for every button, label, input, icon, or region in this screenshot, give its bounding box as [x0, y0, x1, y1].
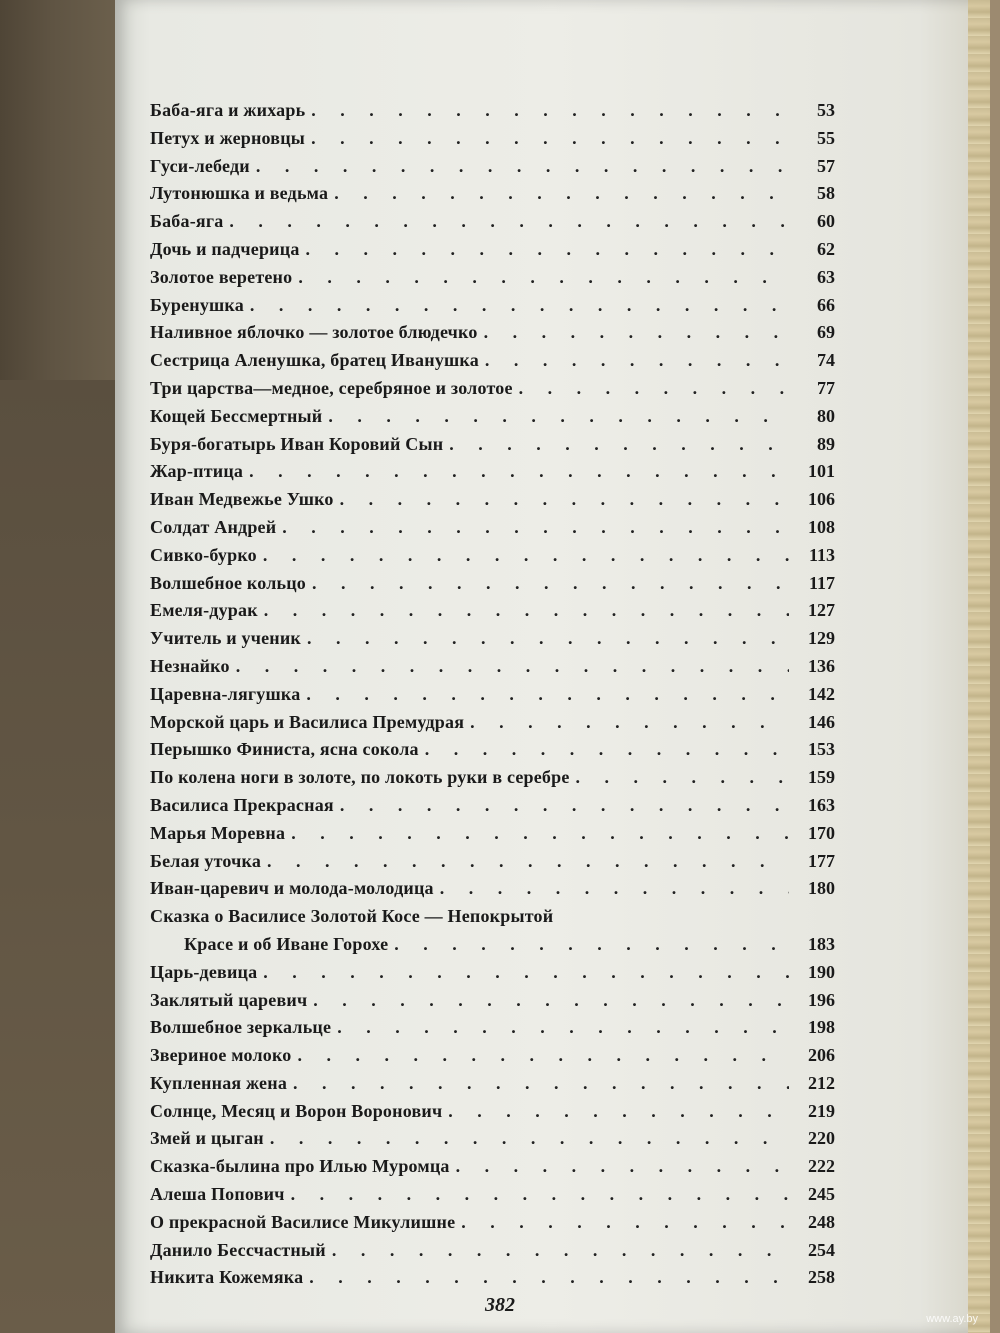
toc-entry-page: 245: [808, 1184, 835, 1205]
toc-entry-page: 57: [817, 155, 835, 176]
toc-entry: [150, 1181, 835, 1209]
toc-dot-leader: [340, 792, 789, 820]
toc-entry-page: 220: [808, 1128, 835, 1149]
toc-entry-title: Солдат Андрей: [150, 516, 277, 537]
toc-dot-leader: [337, 1014, 789, 1042]
toc-dot-leader: [267, 848, 789, 876]
toc-entry: [150, 1237, 835, 1265]
toc-entry-title: Баба-яга и жихарь: [150, 100, 306, 120]
toc-entry: [150, 1264, 835, 1292]
toc-entry: [150, 764, 835, 792]
toc-entry-title: Буренушка: [150, 294, 244, 315]
toc-entry: [150, 736, 835, 764]
toc-dot-leader: [236, 653, 789, 681]
toc-entry: [150, 347, 835, 375]
toc-entry-page: 106: [808, 489, 835, 510]
toc-entry-page: 206: [808, 1045, 835, 1066]
toc-entry-title: Данило Бессчастный: [150, 1239, 326, 1260]
toc-entry: [150, 264, 835, 292]
toc-entry: [150, 653, 835, 681]
toc-entry: [150, 514, 835, 542]
toc-entry-page: 113: [808, 544, 835, 565]
toc-dot-leader: [263, 542, 789, 570]
toc-dot-leader: [298, 264, 789, 292]
toc-entry-title: Золотое веретено: [150, 266, 293, 287]
toc-entry-page: 108: [808, 516, 835, 537]
toc-entry-title: Красе и об Иване Горохе: [184, 933, 389, 954]
toc-entry-page: 248: [808, 1211, 835, 1232]
toc-entry: [150, 1070, 835, 1098]
toc-entry-page: 74: [817, 350, 835, 371]
toc-dot-leader: [256, 153, 789, 181]
toc-dot-leader: [576, 764, 789, 792]
toc-dot-leader: [332, 1237, 789, 1265]
toc-entry-page: 89: [817, 433, 835, 454]
toc-entry-title: По колена ноги в золоте, по локоть руки в серебре: [150, 767, 570, 788]
toc-entry-title: Алеша Попович: [150, 1184, 285, 1205]
toc-entry: [150, 625, 835, 653]
toc-entry-page: 159: [808, 767, 835, 788]
toc-entry-title: Царь-девица: [150, 961, 258, 982]
toc-entry-page: 170: [808, 822, 835, 843]
toc-dot-leader: [461, 1209, 789, 1237]
table-of-contents: [150, 97, 835, 1292]
toc-entry: [150, 97, 835, 125]
toc-entry-page: 146: [808, 711, 835, 732]
toc-entry-title: Волшебное зеркальце: [150, 1017, 332, 1038]
book-cover-edge: [0, 380, 120, 1333]
toc-dot-leader: [311, 125, 789, 153]
toc-entry-page: 62: [817, 238, 835, 259]
toc-dot-leader: [425, 736, 789, 764]
toc-entry: [150, 1098, 835, 1126]
toc-entry: [150, 1014, 835, 1042]
page-number: 382: [485, 1294, 515, 1316]
toc-entry-page: 58: [817, 183, 835, 204]
toc-entry-title: Незнайко: [150, 655, 230, 676]
page-edges: [968, 0, 990, 1333]
toc-entry-title: Дочь и падчерица: [150, 238, 300, 259]
toc-entry-title: Гуси-лебеди: [150, 155, 250, 176]
toc-entry-page: 136: [808, 655, 835, 676]
toc-entry-title: Три царства—медное, серебряное и золотое: [150, 377, 513, 398]
toc-entry: [150, 1125, 835, 1153]
toc-dot-leader: [250, 292, 789, 320]
toc-entry-page: 69: [817, 322, 835, 343]
toc-entry: [150, 987, 835, 1015]
toc-entry: [150, 375, 835, 403]
toc-entry-title: Марья Моревна: [150, 822, 286, 843]
toc-entry: [150, 153, 835, 181]
toc-entry-title: Василиса Прекрасная: [150, 794, 334, 815]
toc-dot-leader: [297, 1042, 789, 1070]
toc-entry: [150, 848, 835, 876]
toc-entry-title: Белая уточка: [150, 850, 262, 871]
toc-entry-title: О прекрасной Василисе Микулишне: [150, 1211, 456, 1232]
toc-dot-leader: [307, 625, 789, 653]
toc-entry-title: Лутонюшка и ведьма: [150, 183, 329, 204]
toc-entry-title: Учитель и ученик: [150, 628, 302, 649]
toc-dot-leader: [340, 486, 789, 514]
toc-entry-page: 77: [817, 377, 835, 398]
toc-dot-leader: [456, 1153, 789, 1181]
toc-entry-title: Заклятый царевич: [150, 989, 308, 1010]
watermark: www.ay.by: [926, 1313, 978, 1325]
toc-entry-page: 55: [817, 127, 835, 148]
toc-dot-leader: [394, 931, 789, 959]
toc-dot-leader: [448, 1098, 789, 1126]
toc-dot-leader: [263, 959, 789, 987]
toc-dot-leader: [328, 403, 789, 431]
toc-entry: [150, 792, 835, 820]
toc-dot-leader: [306, 681, 789, 709]
toc-entry-title: Жар-птица: [150, 461, 244, 482]
toc-dot-leader: [485, 347, 789, 375]
toc-entry-title: Наливное яблочко — золотое блюдечко: [150, 322, 478, 343]
toc-entry-page: 219: [808, 1100, 835, 1121]
toc-entry-title: Буря-богатырь Иван Коровий Сын: [150, 433, 444, 454]
toc-entry-title: Морской царь и Василиса Премудрая: [150, 711, 465, 732]
toc-entry-page: 80: [817, 405, 835, 426]
toc-entry-page: 117: [808, 572, 835, 593]
toc-entry-page: 129: [808, 628, 835, 649]
toc-entry-title: Емеля-дурак: [150, 600, 258, 621]
toc-entry-title: Купленная жена: [150, 1072, 288, 1093]
toc-entry-page: 63: [817, 266, 835, 287]
toc-entry: [150, 236, 835, 264]
toc-entry-title: Баба-яга: [150, 211, 224, 232]
toc-entry: [150, 208, 835, 236]
toc-entry-title: Петух и жерновцы: [150, 127, 306, 148]
toc-dot-leader: [270, 1125, 789, 1153]
toc-dot-leader: [264, 597, 789, 625]
toc-dot-leader: [291, 820, 789, 848]
toc-entry-page: 183: [808, 933, 835, 954]
toc-entry: [150, 931, 835, 959]
toc-entry: [150, 681, 835, 709]
toc-entry-title: Змей и цыган: [150, 1128, 264, 1149]
toc-entry: [150, 319, 835, 347]
toc-entry: [150, 403, 835, 431]
toc-dot-leader: [449, 431, 789, 459]
toc-entry: [150, 125, 835, 153]
toc-entry-page: 198: [808, 1017, 835, 1038]
toc-entry-title: Звериное молоко: [150, 1045, 292, 1066]
toc-entry: [150, 570, 835, 598]
toc-dot-leader: [249, 458, 789, 486]
toc-entry-page: 222: [808, 1156, 835, 1177]
toc-entry-title: Сказка-былина про Илью Муромца: [150, 1156, 450, 1177]
toc-entry-title: Никита Кожемяка: [150, 1267, 304, 1288]
toc-entry: [150, 431, 835, 459]
toc-entry: [150, 1153, 835, 1181]
toc-entry-title: Царевна-лягушка: [150, 683, 301, 704]
toc-entry-title: Сестрица Аленушка, братец Иванушка: [150, 350, 479, 371]
toc-entry-title: Солнце, Месяц и Ворон Воронович: [150, 1100, 443, 1121]
toc-dot-leader: [291, 1181, 789, 1209]
toc-dot-leader: [312, 570, 789, 598]
toc-entry-title: Иван-царевич и молода-молодица: [150, 878, 434, 899]
toc-entry-title: Иван Медвежье Ушко: [150, 489, 334, 510]
toc-entry: [150, 875, 835, 903]
toc-dot-leader: [313, 987, 789, 1015]
toc-entry: [150, 180, 835, 208]
toc-entry: [150, 820, 835, 848]
toc-entry-page: 212: [808, 1072, 835, 1093]
toc-dot-leader: [470, 709, 789, 737]
toc-dot-leader: [334, 180, 789, 208]
toc-entry-page: 101: [808, 461, 835, 482]
toc-entry-page: 180: [808, 878, 835, 899]
toc-entry: [150, 903, 835, 931]
toc-entry-page: 66: [817, 294, 835, 315]
toc-entry-page: 196: [808, 989, 835, 1010]
toc-dot-leader: [484, 319, 789, 347]
toc-entry: [150, 542, 835, 570]
toc-entry-page: 258: [808, 1267, 835, 1288]
toc-entry-page: 254: [808, 1239, 835, 1260]
toc-dot-leader: [229, 208, 789, 236]
toc-entry-page: 60: [817, 211, 835, 232]
toc-dot-leader: [440, 875, 789, 903]
toc-entry: [150, 1209, 835, 1237]
toc-entry: [150, 458, 835, 486]
toc-entry-title: Перышко Финиста, ясна сокола: [150, 739, 419, 760]
toc-entry-page: 142: [808, 683, 835, 704]
toc-dot-leader: [309, 1264, 789, 1292]
toc-entry: [150, 959, 835, 987]
toc-entry-page: 163: [808, 794, 835, 815]
toc-entry-title: Сказка о Василисе Золотой Косе — Непокрытой: [150, 906, 554, 927]
toc-entry-page: 153: [808, 739, 835, 760]
toc-entry-title: Сивко-бурко: [150, 544, 257, 565]
toc-entry-page: 190: [808, 961, 835, 982]
toc-dot-leader: [311, 97, 789, 125]
toc-entry: [150, 292, 835, 320]
toc-entry-title: Кощей Бессмертный: [150, 405, 323, 426]
toc-dot-leader: [306, 236, 789, 264]
toc-entry: [150, 1042, 835, 1070]
toc-entry-page: 177: [808, 850, 835, 871]
toc-dot-leader: [293, 1070, 789, 1098]
toc-entry-title: Волшебное кольцо: [150, 572, 306, 593]
toc-entry-page: 127: [808, 600, 835, 621]
toc-dot-leader: [519, 375, 789, 403]
toc-entry: [150, 709, 835, 737]
toc-entry: [150, 597, 835, 625]
toc-entry-page: 53: [817, 100, 835, 120]
toc-entry: [150, 486, 835, 514]
toc-dot-leader: [282, 514, 789, 542]
